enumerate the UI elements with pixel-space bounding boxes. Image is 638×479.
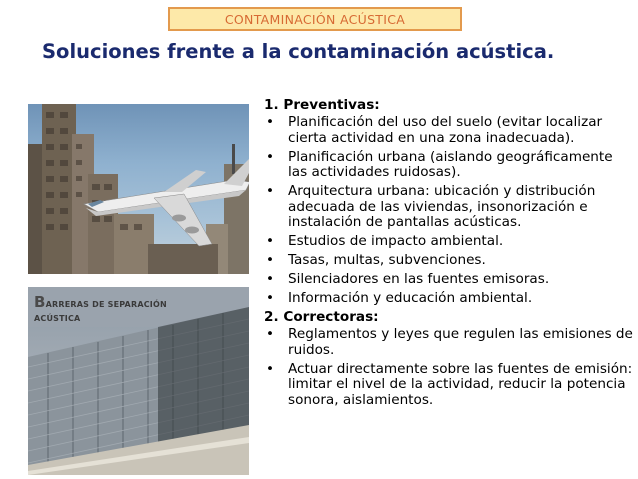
slide-banner (168, 7, 462, 31)
list-item (264, 150, 634, 181)
section-heading-correctoras: 2. Correctoras: (264, 309, 379, 326)
barrier-caption-initial: B (34, 293, 46, 311)
list-item (264, 327, 634, 358)
correctoras-list (264, 327, 634, 408)
barrier-caption-line2: ACÚSTICA (34, 314, 81, 323)
bullet: • (266, 360, 275, 377)
list-item (264, 362, 634, 408)
bullet: • (266, 114, 275, 131)
list-item-text: Estudios de impacto ambiental. (288, 233, 504, 250)
bullet: • (266, 252, 275, 269)
list-item-text: Silenciadores en las fuentes emisoras. (288, 271, 550, 288)
slide-title: Soluciones frente a la contaminación acústica. (42, 40, 555, 63)
banner-text: CONTAMINACIÓN ACÚSTICA (224, 11, 406, 27)
list-item (264, 253, 634, 268)
preventivas-list (264, 115, 634, 306)
bullet: • (266, 326, 275, 343)
list-item-text: Arquitectura urbana: ubicación y distribución adecuada de las viviendas, insonorización e instalación de pantallas acústicas. (288, 183, 596, 231)
bullet: • (266, 271, 275, 288)
list-item (264, 234, 634, 249)
list-item-text: Planificación del uso del suelo (evitar localizar cierta actividad en una zona inadecuada). (288, 114, 603, 146)
airplane-photo (28, 104, 249, 274)
bullet: • (266, 183, 275, 200)
airplane-illustration (28, 104, 249, 274)
list-item-text: Información y educación ambiental. (288, 290, 533, 307)
list-item-text: Tasas, multas, subvenciones. (288, 252, 486, 269)
list-item-text: Actuar directamente sobre las fuentes de emisión: limitar el nivel de la actividad, reducir la potencia sonora, aislamientos. (288, 360, 633, 408)
list-item-text: Reglamentos y leyes que regulen las emisiones de ruidos. (288, 326, 633, 358)
barrier-caption (34, 295, 234, 326)
bullet: • (266, 290, 275, 307)
list-item (264, 272, 634, 287)
list-item (264, 115, 634, 146)
noise-barrier-photo (28, 287, 249, 475)
list-item (264, 291, 634, 306)
section-heading-preventivas: 1. Preventivas: (264, 97, 380, 113)
list-item-text: Planificación urbana (aislando geográficamente las actividades ruidosas). (288, 148, 613, 181)
barrier-caption-rest: ARRERAS DE SEPARACIÓN (45, 300, 167, 309)
list-item (264, 184, 634, 230)
bullet: • (266, 233, 275, 250)
solutions-list (264, 98, 634, 412)
bullet: • (266, 148, 275, 165)
